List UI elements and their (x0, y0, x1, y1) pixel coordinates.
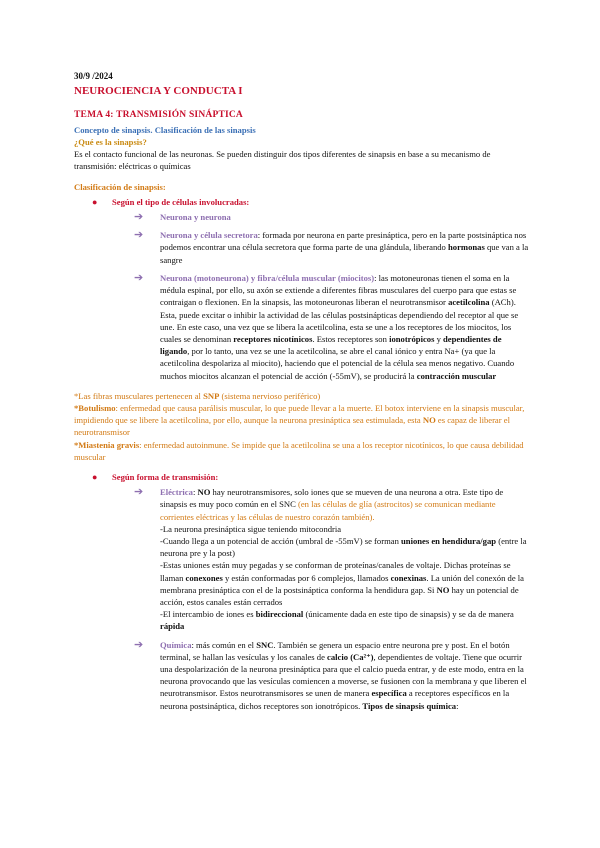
item-text-end: que van a la sangre (160, 242, 529, 265)
note-bold: *Miastenia gravis (74, 439, 140, 450)
line-text: -El intercambio de iones es (160, 609, 256, 620)
term-acetilcolina: acetilcolina (448, 297, 490, 308)
line-text: . La unión del conexón de la membrana presináptica con el de la postsináptica conforma la hendidura gap. Si (160, 572, 524, 595)
arrow-icon: ➔ (134, 271, 144, 284)
electrica-line (160, 559, 530, 608)
clasificacion-heading: Clasificación de sinapsis: (74, 181, 166, 192)
term-receptores-nicotinicos: receptores nicotínicos (233, 333, 313, 344)
term-bidireccional: bidireccional (255, 609, 304, 620)
term-dependientes-ligando: dependientes de ligando (160, 333, 502, 357)
item-label: Eléctrica (160, 487, 193, 498)
item-text: , dependientes de voltaje. Tiene que ocurrir una despolarización de la neurona presináptica para que el calcio pueda entrar, y de este modo, entra en la neurona provocando que las vesículas comiencen a moverse, se fusionen con la membrana y que liberen el neurotransmisor. Estos neurotransmisores se unen de manera (160, 651, 527, 699)
date: 30/9 /2024 (74, 71, 113, 81)
item-electrica (74, 486, 530, 632)
item-text: y (434, 333, 444, 344)
item-text: (ACh). Esta, puede excitar o inhibir la actividad de las células postsinápticas dependiendo del receptor al que se une. En este caso, una vez que se libera la acetilcolina, esta se une a los receptores de los miocitos, los cuales se denominan (160, 297, 519, 344)
note-miastenia (74, 439, 530, 463)
note-text: : enfermedad que causa parálisis muscular, lo que puede llevar a la muerte. El botox interviene en la sinapsis muscular, impidiendo que se libere la acetilcolina, por ello, aunque la neurona presináptica sea estimulada, esta (74, 402, 525, 426)
item-neurona-neurona (74, 211, 530, 223)
item-text: : (456, 700, 459, 711)
item-label: Neurona y neurona (160, 212, 231, 223)
arrow-icon: ➔ (134, 229, 144, 242)
arrow-icon: ➔ (134, 638, 144, 651)
bullet-tipo-celulas (74, 196, 530, 208)
intro-paragraph: Es el contacto funcional de las neuronas. Se pueden distinguir dos tipos diferentes de sinapsis en base a su mecanismo de transmisión: eléctricas o químicas (74, 149, 491, 172)
item-text: : formada por neurona en parte presináptica, pero en la parte postsináptica nos podemos encontrar una célula secretora que forma parte de una glándula, liberando (160, 230, 527, 253)
electrica-line: -La neurona presináptica sigue teniendo mitocondria (160, 523, 342, 534)
bullet-icon: ● (92, 471, 98, 482)
item-text: . Estos receptores son (312, 333, 390, 344)
item-text: : las motoneuronas tienen el soma en la médula espinal, por ello, su axón se extiende a diferentes fibras musculares del cuerpo para que estas se contraigan o flexionen. En la sinapsis, las motoneuronas liberan el neurotransmisor (160, 272, 517, 308)
section-concepto: Concepto de sinapsis. Clasificación de las sinapsis (74, 124, 256, 135)
term-conexinas: conexinas (390, 572, 427, 583)
item-bold: SNC (256, 639, 274, 650)
note-snp (74, 390, 530, 402)
note-bold: *Botulismo (74, 402, 116, 413)
note-text: *Las fibras musculares pertenecen al (74, 390, 204, 401)
term-calcio: calcio (Ca²⁺) (327, 651, 374, 662)
item-bold: específica (371, 688, 407, 699)
term-conexones: conexones (185, 572, 223, 583)
item-label: Química (160, 639, 192, 650)
bullet-label: Según forma de transmisión: (112, 471, 219, 482)
line-text: (entre la neurona pre y la post) (160, 535, 527, 559)
arrow-icon: ➔ (134, 211, 144, 224)
item-text: , por lo tanto, una vez se une la acetilcolina, se abre el canal iónico y entra Na+ (ya que la acetilcolina despolariza al miocito), haciendo que el potencial de la célula sea menos negativo. Cuando muchos miocitos alcanzan el potencial de acción (-55mV), se producirá la (160, 346, 515, 381)
item-text: . También se genera un espacio entre neurona pre y post. En el botón terminal, se hallan las vesículas y los canales de (160, 639, 510, 662)
item-bold: Tipos de sinapsis química (362, 700, 457, 711)
bullet-icon: ● (92, 196, 98, 207)
item-note: (en las células de glía (astrocitos) se comunican mediante corrientes eléctricas y las células de nuestro corazón también). (160, 499, 496, 522)
item-text: : (192, 487, 198, 498)
note-text: (sistema nervioso periférico) (219, 390, 321, 401)
note-bold: NO (422, 415, 436, 426)
electrica-line (160, 535, 530, 559)
document-page (74, 70, 530, 712)
line-text: -Estas uniones están muy pegadas y se conforman de proteínas/canales de voltaje. Dichas proteínas se llaman (160, 560, 511, 583)
item-text: : más común en el (191, 639, 257, 650)
line-text: hay un potencial de acción, estos canales están cerrados (160, 584, 519, 607)
line-text: y están conformadas por 6 complejos, llamados (222, 572, 391, 583)
item-text: hay neurotransmisores, solo iones que se mueven de una neurona a otra. Este tipo de sinapsis es muy poco común en el SNC (160, 487, 504, 510)
term-rapida: rápida (160, 621, 185, 632)
note-text: : enfermedad autoinmune. Se impide que la acetilcolina se una a los receptor nicotínicos, lo que causa debilidad muscular (74, 439, 524, 462)
arrow-icon: ➔ (134, 486, 144, 499)
note-botulismo (74, 402, 530, 439)
question-heading: ¿Qué es la sinapsis? (74, 137, 147, 148)
term-contraccion-muscular: contracción muscular (416, 370, 497, 381)
item-neurona-secretora (74, 229, 530, 266)
item-label: Neurona (motoneurona) y fibra/célula muscular (miocitos) (160, 272, 375, 283)
subject-title: NEUROCIENCIA Y CONDUCTA I (74, 84, 243, 97)
note-text: es capaz de liberar el neurotransmisor (74, 415, 510, 438)
tema-title: TEMA 4: TRANSMISIÓN SINÁPTICA (74, 110, 243, 121)
line-bold: NO (436, 584, 450, 595)
item-quimica (74, 639, 530, 712)
bullet-forma-transmision (74, 471, 530, 483)
electrica-line (160, 608, 530, 632)
item-bold: NO (197, 487, 211, 498)
item-text: a receptores específicos en la neurona postsináptica, dichos receptores son ionotrópicos. (160, 688, 510, 711)
bullet-label: Según el tipo de células involucradas: (112, 196, 250, 207)
line-text: (únicamente dada en este tipo de sinapsis) y se da de manera (303, 609, 514, 620)
note-bold: SNP (203, 390, 220, 401)
item-bold: hormonas (448, 242, 485, 253)
term-ionotropicos: ionotrópicos (389, 333, 435, 344)
item-label: Neurona y célula secretora (160, 230, 258, 241)
term-hendidura-gap: uniones en hendidura/gap (401, 535, 497, 546)
item-neurona-muscular (74, 272, 530, 382)
line-text: -Cuando llega a un potencial de acción (umbral de -55mV) se forman (160, 535, 402, 546)
